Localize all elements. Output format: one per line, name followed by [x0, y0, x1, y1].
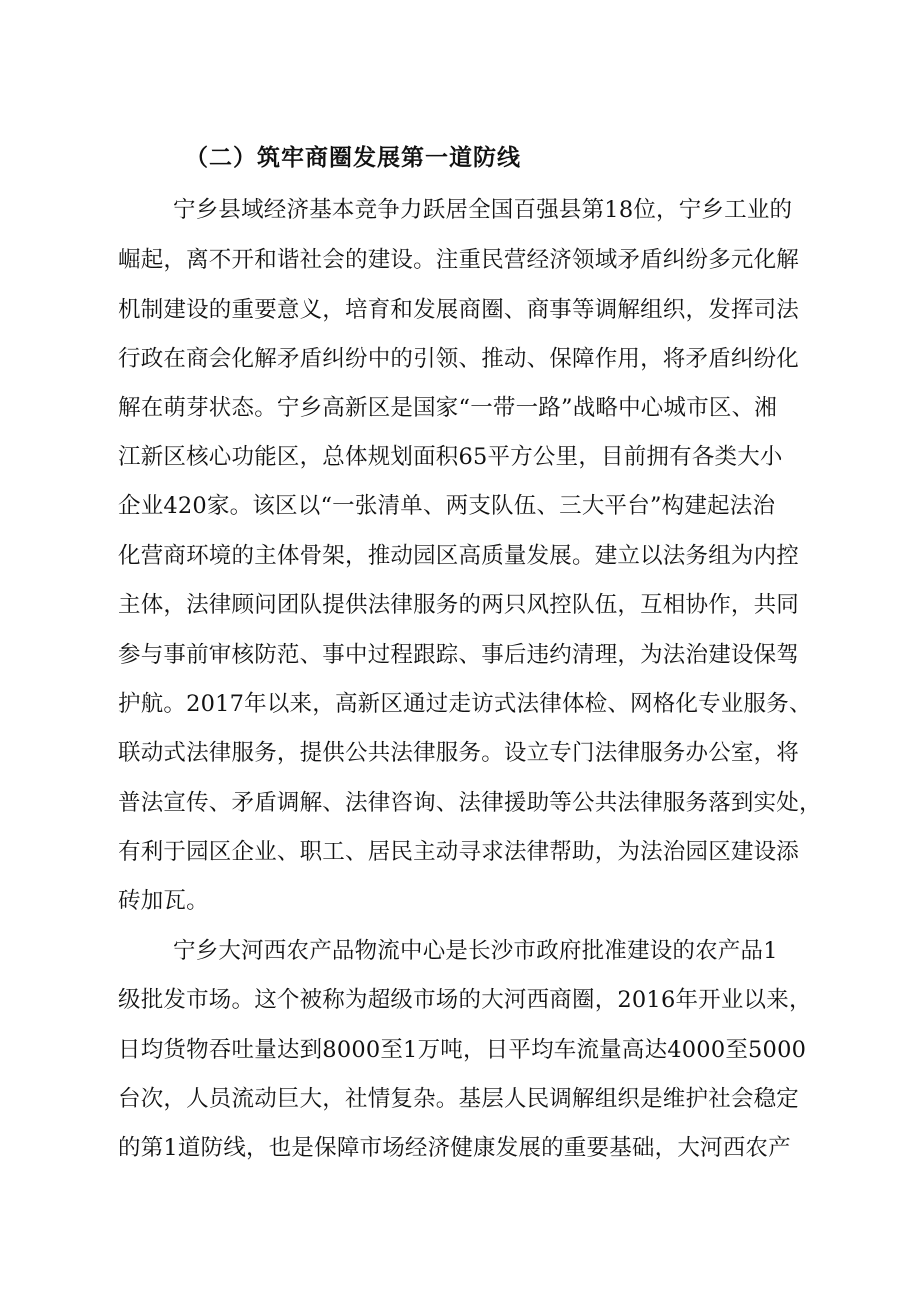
text-line: 行政在商会化解矛盾纠纷中的引领、推动、保障作用，将矛盾纠纷化	[118, 346, 800, 372]
text-line: 有利于园区企业、职工、居民主动寻求法律帮助，为法治园区建设添	[118, 839, 800, 865]
text-line: 宁乡县域经济基本竞争力跃居全国百强县第18位，宁乡工业的	[173, 197, 793, 223]
text-line: 级批发市场。这个被称为超级市场的大河西商圈，2016年开业以来，	[118, 987, 812, 1013]
text-line: 崛起，离不开和谐社会的建设。注重民营经济领域矛盾纠纷多元化解	[118, 247, 800, 273]
text-line: 日均货物吞吐量达到8000至1万吨，日平均车流量高达4000至5000	[118, 1037, 807, 1063]
text-line: 护航。2017年以来，高新区通过走访式法律体检、网格化专业服务、	[118, 691, 812, 717]
text-line: 企业420家。该区以“一张清单、两支队伍、三大平台”构建起法治	[118, 493, 776, 519]
text-line: 的第1道防线，也是保障市场经济健康发展的重要基础，大河西农产	[118, 1135, 791, 1161]
section-heading: （二）筑牢商圈发展第一道防线	[185, 144, 521, 171]
text-line: 台次，人员流动巨大，社情复杂。基层人民调解组织是维护社会稳定	[118, 1086, 800, 1112]
text-line: 江新区核心功能区，总体规划面积65平方公里，目前拥有各类大小	[118, 444, 783, 470]
text-line: 普法宣传、矛盾调解、法律咨询、法律援助等公共法律服务落到实处，	[118, 790, 822, 816]
text-line: 机制建设的重要意义，培育和发展商圈、商事等调解组织，发挥司法	[118, 297, 800, 323]
text-line: 化营商环境的主体骨架，推动园区高质量发展。建立以法务组为内控	[118, 543, 800, 569]
text-line: 宁乡大河西农产品物流中心是长沙市政府批准建设的农产品1	[173, 938, 778, 964]
text-line: 解在萌芽状态。宁乡高新区是国家“一带一路”战略中心城市区、湘	[118, 395, 778, 421]
text-line: 主体，法律顾问团队提供法律服务的两只风控队伍，互相协作，共同	[118, 592, 800, 618]
text-line: 砖加瓦。	[118, 888, 209, 914]
text-line: 联动式法律服务，提供公共法律服务。设立专门法律服务办公室，将	[118, 740, 800, 766]
text-line: 参与事前审核防范、事中过程跟踪、事后违约清理，为法治建设保驾	[118, 642, 800, 668]
